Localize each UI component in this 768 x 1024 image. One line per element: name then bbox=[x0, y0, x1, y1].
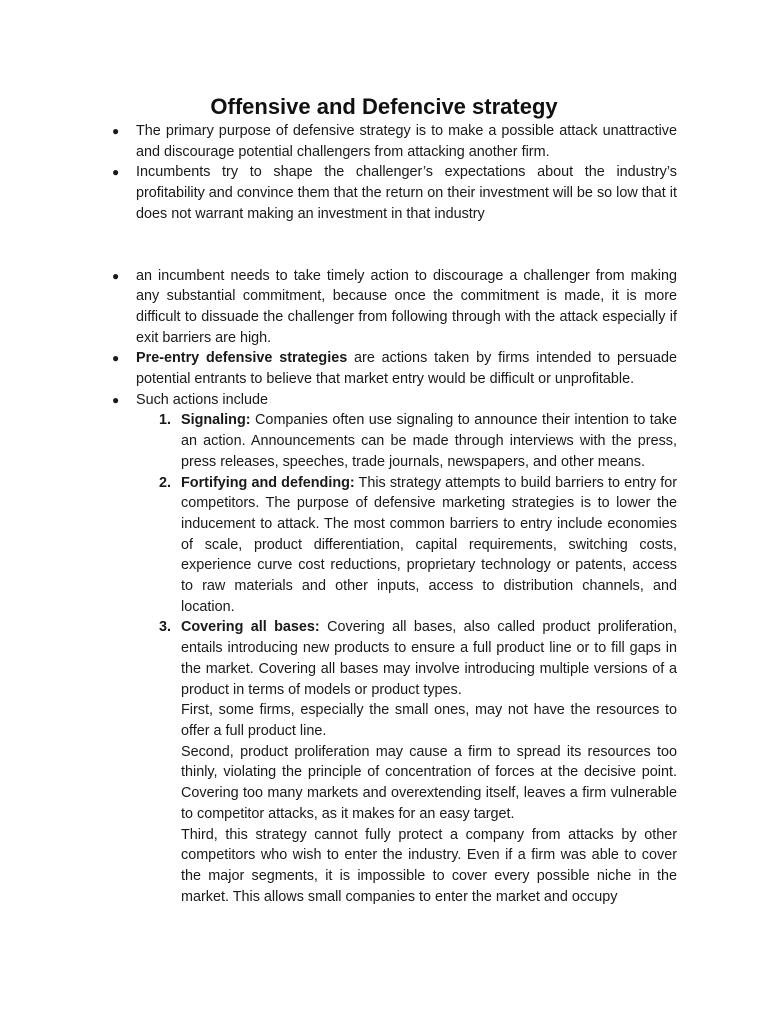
list-item bbox=[0, 390, 677, 411]
numbered-item-fortifying bbox=[0, 473, 677, 618]
blank-space bbox=[0, 225, 768, 266]
bullet-text: are actions taken by firms intended to persuade potential entrants to believe that market entry would be difficult or unprofitable. bbox=[136, 350, 677, 388]
item-text: Companies often use signaling to announce their intention to take an action. Announcements can be made through interviews with the press, press releases, speeches, trade journals, newspapers, and other means. bbox=[181, 412, 677, 470]
list-item bbox=[0, 266, 677, 349]
bullet-dot-icon: ● bbox=[112, 268, 120, 283]
numbered-item-covering bbox=[0, 617, 677, 907]
numbered-list bbox=[0, 410, 768, 907]
item-text: Covering all bases, also called product proliferation, entails introducing new products to ensure a full product line or to fill gaps in the market. Covering all bases may involve introducing multiple versions of a product in terms of models or product types. bbox=[181, 619, 677, 698]
bullet-dot-icon: ● bbox=[112, 351, 120, 366]
bullet-text: an incumbent needs to take timely action to discourage a challenger from making any substantial commitment, because once the commitment is made, it is more difficult to dissuade the challenger from following through with the attack especially if exit barriers are high. bbox=[136, 267, 677, 346]
paragraph-second: Second, product proliferation may cause a firm to spread its resources too thinly, violating the principle of concentration of forces at the decisive point. Covering too many markets and overextending itself, leaves a firm vulnerable to competitor attacks, as it makes for an easy target. bbox=[181, 743, 677, 822]
paragraph-third: Third, this strategy cannot fully protect a company from attacks by other competitors who wish to enter the industry. Even if a firm was able to cover the major segments, it is impossible to cover every possible niche in the market. This allows small companies to enter the market and occupy bbox=[181, 826, 677, 905]
list-item bbox=[0, 121, 677, 162]
bullet-dot-icon: ● bbox=[112, 165, 120, 180]
item-number: 3. bbox=[159, 619, 172, 636]
item-text: This strategy attempts to build barriers to entry for competitors. The purpose of defensive marketing strategies is to lower the inducement to attack. The most common barriers to entry include economies of scale, product differentiation, capital requirements, switching costs, experience curve cost reductions, proprietary technology or patents, access to raw materials and other inputs, access to distribution channels, and location. bbox=[181, 474, 677, 615]
bullet-lead: Pre-entry defensive strategies bbox=[136, 350, 348, 367]
numbered-item-signaling bbox=[0, 410, 677, 472]
bullet-text: Incumbents try to shape the challenger’s expectations about the industry’s profitability and convince them that the return on their investment will be so low that it does not warrant making an investment in that industry bbox=[136, 164, 677, 222]
bullet-list-top bbox=[0, 121, 768, 225]
item-number: 2. bbox=[159, 474, 172, 491]
list-item bbox=[0, 162, 677, 224]
bullet-dot-icon: ● bbox=[112, 124, 120, 138]
page-title: Offensive and Defencive strategy bbox=[210, 94, 558, 119]
list-item bbox=[0, 348, 677, 389]
bullet-text: The primary purpose of defensive strategy is to make a possible attack unattractive and discourage potential challengers from attacking another firm. bbox=[136, 123, 677, 160]
item-lead: Signaling: bbox=[181, 412, 251, 429]
item-lead: Covering all bases: bbox=[181, 619, 320, 636]
bullet-list-main bbox=[0, 266, 768, 411]
item-number: 1. bbox=[159, 412, 172, 429]
bullet-text: Such actions include bbox=[136, 391, 268, 408]
document-body bbox=[0, 121, 768, 907]
bullet-dot-icon: ● bbox=[112, 392, 120, 407]
paragraph-first: First, some firms, especially the small ones, may not have the resources to offer a full product line. bbox=[181, 702, 677, 739]
item-lead: Fortifying and defending: bbox=[181, 474, 355, 491]
